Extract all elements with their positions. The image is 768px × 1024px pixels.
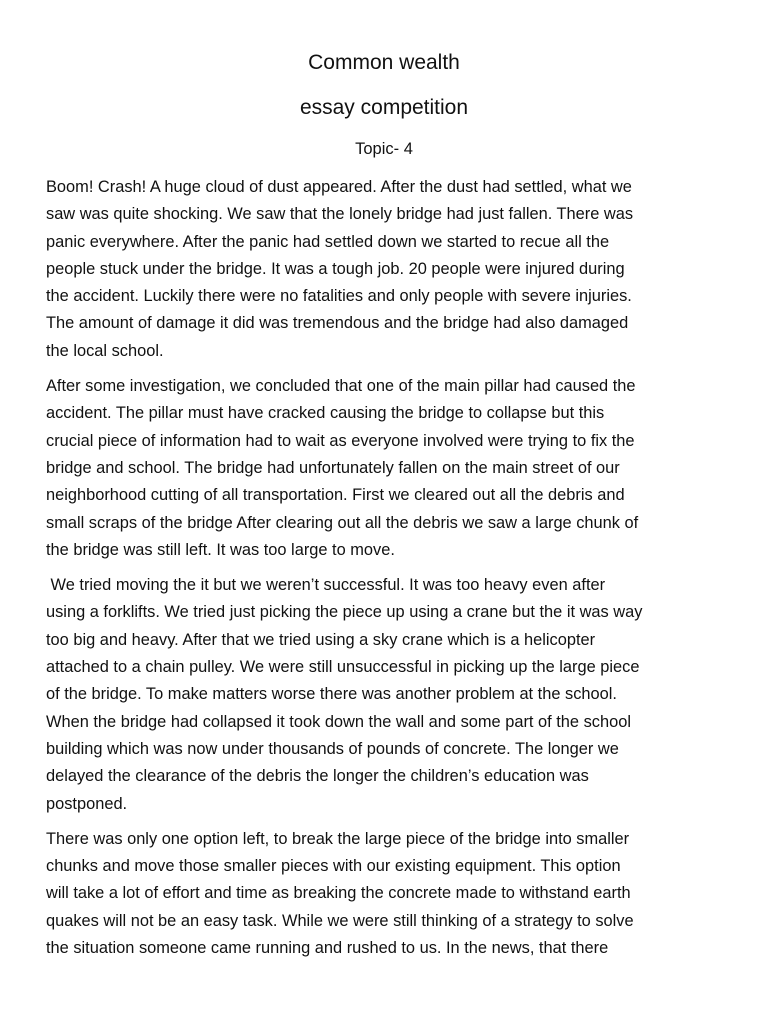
topic-label: Topic- 4 (355, 140, 413, 158)
paragraph (46, 826, 736, 962)
paragraph-line: will take a lot of effort and time as breaking the concrete made to withstand earth (46, 884, 631, 903)
paragraph-line: neighborhood cutting of all transportation. First we cleared out all the debris and (46, 486, 625, 505)
title-line-1: Common wealth (308, 51, 460, 74)
paragraph-line: of the bridge. To make matters worse there was another problem at the school. (46, 685, 617, 704)
paragraph-line: quakes will not be an easy task. While we were still thinking of a strategy to solve (46, 911, 634, 930)
paragraph-line: After some investigation, we concluded that one of the main pillar had caused the (46, 377, 636, 396)
paragraph-line: crucial piece of information had to wait as everyone involved were trying to fix the (46, 431, 635, 450)
paragraph-line: the accident. Luckily there were no fatalities and only people with severe injuries. (46, 287, 632, 306)
paragraph-line: building which was now under thousands of pounds of concrete. The longer we (46, 739, 619, 758)
paragraph-line: Boom! Crash! A huge cloud of dust appeared. After the dust had settled, what we (46, 178, 632, 196)
paragraph-line: postponed. (46, 794, 128, 813)
paragraph-line: accident. The pillar must have cracked causing the bridge to collapse but this (46, 404, 605, 423)
paragraph (46, 373, 736, 564)
paragraph-line: panic everywhere. After the panic had settled down we started to recue all the (46, 232, 610, 251)
title-line-2: essay competition (299, 96, 469, 119)
paragraph-line: attached to a chain pulley. We were still unsuccessful in picking up the large piece (46, 658, 640, 677)
paragraph-line: delayed the clearance of the debris the longer the children’s education was (46, 767, 589, 786)
paragraph-line: saw was quite shocking. We saw that the lonely bridge had just fallen. There was (46, 205, 634, 224)
paragraph-line: the situation someone came running and rushed to us. In the news, that there (46, 939, 609, 958)
paragraph-line: When the bridge had collapsed it took down the wall and some part of the school (46, 712, 631, 731)
paragraph-line: There was only one option left, to break the large piece of the bridge into smaller (46, 829, 630, 848)
paragraph-line: We tried moving the it but we weren’t successful. It was too heavy even after (46, 576, 606, 595)
paragraph-line: using a forklifts. We tried just picking the piece up using a crane but the it was way (46, 603, 643, 622)
paragraph-line: the local school. (46, 341, 164, 360)
essay-body (46, 174, 736, 970)
paragraph-line: bridge and school. The bridge had unfortunately fallen on the main street of our (46, 458, 620, 477)
paragraph-line: The amount of damage it did was tremendous and the bridge had also damaged (46, 314, 629, 333)
paragraph-line: small scraps of the bridge After clearing out all the debris we saw a large chunk of (46, 513, 639, 532)
paragraph (46, 572, 736, 818)
paragraph-line: chunks and move those smaller pieces with our existing equipment. This option (46, 857, 621, 876)
paragraph-line: too big and heavy. After that we tried using a sky crane which is a helicopter (46, 630, 596, 649)
paragraph-line: the bridge was still left. It was too large to move. (46, 540, 395, 559)
paragraph-line: people stuck under the bridge. It was a tough job. 20 people were injured during (46, 259, 625, 278)
paragraph (46, 174, 736, 365)
